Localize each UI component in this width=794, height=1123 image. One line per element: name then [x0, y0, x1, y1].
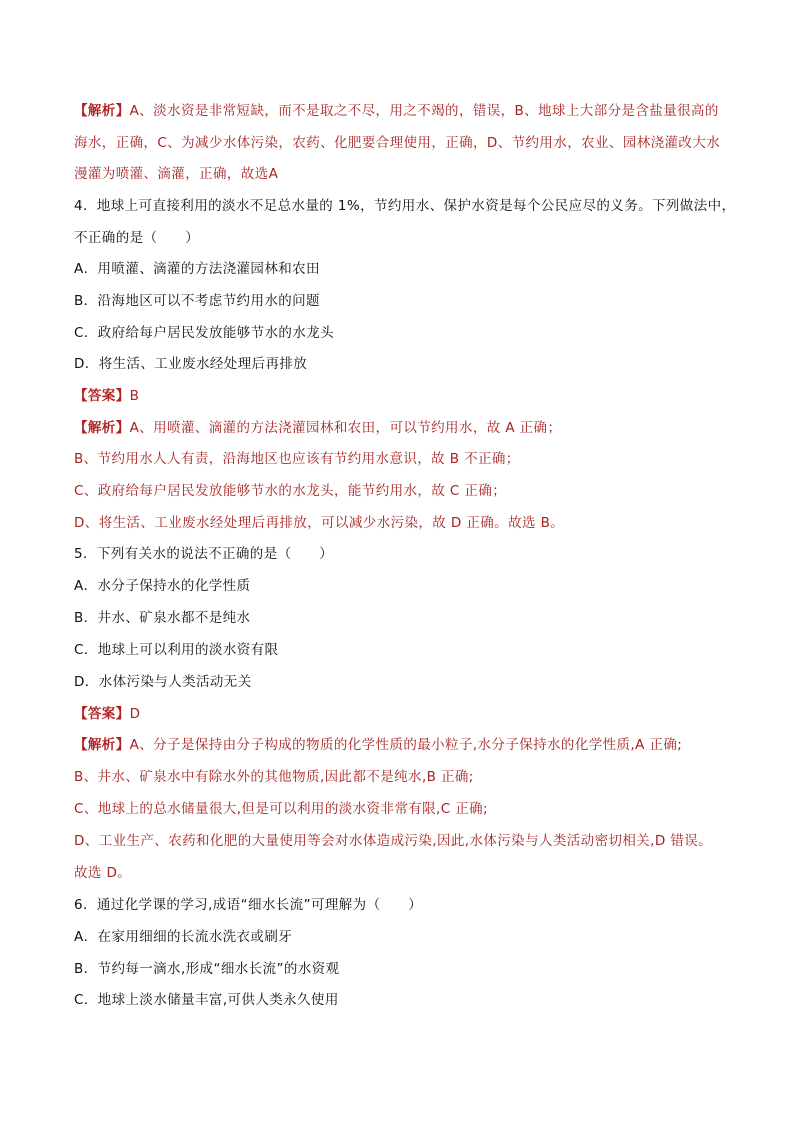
question-6-option-b: B．节约每一滴水,形成“细水长流”的水资观 [74, 961, 340, 977]
explanation-line: B、井水、矿泉水中有除水外的其他物质,因此都不是纯水,B 正确; [74, 769, 474, 785]
question-5-option-d: D．水体污染与人类活动无关 [74, 674, 252, 690]
question-4-stem-cont: 不正确的是（ ） [74, 230, 200, 246]
question-4-option-b: B．沿海地区可以不考虑节约用水的问题 [74, 293, 320, 309]
question-5-answer [74, 704, 140, 724]
explanation-line: C、政府给每户居民发放能够节水的水龙头，能节约用水，故 C 正确； [74, 483, 507, 499]
question-6-stem: 6．通过化学课的学习,成语“细水长流”可理解为（ ） [74, 897, 423, 913]
question-4-stem: 4．地球上可直接利用的淡水不足总水量的 1%，节约用水、保护水资是每个公民应尽的义务。下列做法中， [74, 198, 736, 214]
question-5-option-b: B．井水、矿泉水都不是纯水 [74, 610, 251, 626]
explanation-line: 故选 D。 [74, 865, 132, 881]
answer-value: D [129, 706, 141, 722]
question-6-option-a: A．在家用细细的长流水洗衣或刷牙 [74, 929, 293, 945]
question-5-option-c: C．地球上可以利用的淡水资有限 [74, 642, 279, 658]
explanation-tag: 【解析】 [74, 737, 130, 753]
explanation-tag: 【解析】 [74, 103, 130, 119]
question-4-option-a: A．用喷灌、滴灌的方法浇灌园林和农田 [74, 261, 320, 277]
question-4-answer [74, 386, 139, 406]
answer-tag: 【答案】 [74, 388, 130, 404]
answer-value: B [129, 388, 140, 404]
explanation-line: B、节约用水人人有责，沿海地区也应该有节约用水意识，故 B 不正确； [74, 451, 520, 467]
explanation-line: C、地球上的总水储量很大,但是可以利用的淡水资非常有限,C 正确; [74, 801, 488, 817]
question-4-option-d: D．将生活、工业废水经处理后再排放 [74, 356, 308, 372]
explanation-line: D、工业生产、农药和化肥的大量使用等会对水体造成污染,因此,水体污染与人类活动密切相关,D 错误。 [74, 833, 713, 849]
explanation-tag: 【解析】 [74, 420, 130, 436]
question-6-option-c: C．地球上淡水储量丰富,可供人类永久使用 [74, 992, 339, 1008]
question-5-stem: 5．下列有关水的说法不正确的是（ ） [74, 546, 334, 562]
explanation-line: D、将生活、工业废水经处理后再排放，可以减少水污染，故 D 正确。故选 B。 [74, 515, 565, 531]
explanation-text: A、用喷灌、滴灌的方法浇灌园林和农田，可以节约用水，故 A 正确； [129, 420, 562, 436]
question-4-option-c: C．政府给每户居民发放能够节水的水龙头 [74, 325, 335, 341]
answer-tag: 【答案】 [74, 706, 130, 722]
explanation-line [74, 101, 719, 121]
explanation-line: 漫灌为喷灌、滴灌，正确，故选A [74, 166, 279, 182]
question-4-explanation [74, 418, 561, 438]
question-5-explanation [74, 735, 682, 755]
explanation-line: 海水，正确，C、为减少水体污染，农药、化肥要合理使用，正确，D、节约用水，农业、园林浇灌改大水 [74, 135, 721, 151]
explanation-text: A、分子是保持由分子构成的物质的化学性质的最小粒子,水分子保持水的化学性质,A 正确; [129, 737, 683, 753]
explanation-text: A、淡水资是非常短缺，而不是取之不尽，用之不竭的，错误，B、地球上大部分是含盐量很高的 [129, 103, 719, 119]
question-5-option-a: A．水分子保持水的化学性质 [74, 578, 251, 594]
